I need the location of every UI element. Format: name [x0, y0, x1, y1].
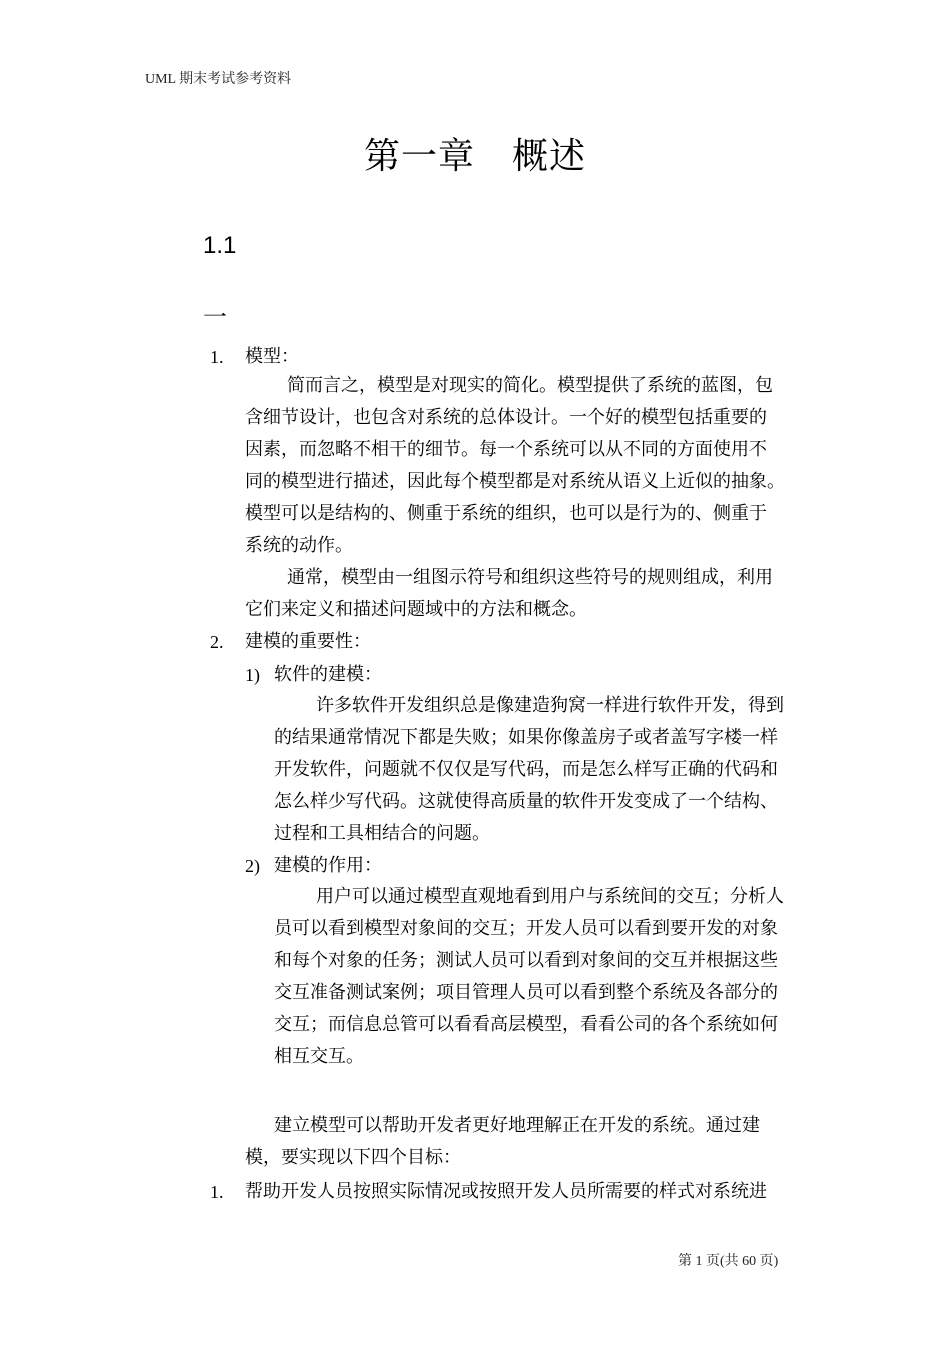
chapter-title: 第一章 概述	[363, 136, 586, 177]
paragraph-line: 开发软件，问题就不仅仅是写代码，而是怎么样写正确的代码和	[274, 759, 778, 780]
item-1-number: 1.	[210, 347, 224, 367]
paragraph-line: 简而言之，模型是对现实的简化。模型提供了系统的蓝图，包	[287, 375, 773, 396]
paragraph-line: 含细节设计，也包含对系统的总体设计。一个好的模型包括重要的	[245, 407, 767, 428]
page-header: UML 期末考试参考资料	[145, 72, 292, 87]
goal-1-text: 帮助开发人员按照实际情况或按照开发人员所需要的样式对系统进	[245, 1181, 767, 1202]
paragraph-line: 许多软件开发组织总是像建造狗窝一样进行软件开发，得到	[316, 695, 784, 716]
paragraph-line: 过程和工具相结合的问题。	[274, 823, 490, 844]
paragraph-line: 和每个对象的任务；测试人员可以看到对象间的交互并根据这些	[274, 950, 778, 971]
section-number: 1.1	[203, 232, 237, 259]
sub-1-number: 1)	[245, 665, 260, 685]
paragraph-line: 模型可以是结构的、侧重于系统的组织，也可以是行为的、侧重于	[245, 503, 767, 524]
paragraph-line: 模，要实现以下四个目标：	[245, 1147, 461, 1168]
paragraph-line: 的结果通常情况下都是失败；如果你像盖房子或者盖写字楼一样	[274, 727, 778, 748]
page-footer: 第 1 页(共 60 页)	[678, 1254, 779, 1269]
sub-2-number: 2)	[245, 856, 260, 876]
item-2-number: 2.	[210, 632, 224, 652]
paragraph-line: 同的模型进行描述，因此每个模型都是对系统从语义上近似的抽象。	[245, 471, 785, 492]
paragraph-line: 系统的动作。	[245, 535, 353, 556]
paragraph-line: 通常，模型由一组图示符号和组织这些符号的规则组成，利用	[287, 567, 773, 588]
sub-2-label: 建模的作用：	[274, 855, 382, 876]
sub-1-label: 软件的建模：	[274, 664, 382, 685]
goal-1-number: 1.	[210, 1182, 224, 1202]
item-2-label: 建模的重要性：	[245, 631, 371, 652]
item-1-label: 模型：	[245, 346, 299, 367]
section-subtitle: 一	[203, 304, 227, 331]
paragraph-line: 它们来定义和描述问题域中的方法和概念。	[245, 599, 587, 620]
paragraph-line: 相互交互。	[274, 1046, 364, 1067]
paragraph-line: 交互；而信息总管可以看看高层模型，看看公司的各个系统如何	[274, 1014, 778, 1035]
paragraph-line: 用户可以通过模型直观地看到用户与系统间的交互；分析人	[316, 886, 784, 907]
paragraph-line: 因素，而忽略不相干的细节。每一个系统可以从不同的方面使用不	[245, 439, 767, 460]
paragraph-line: 员可以看到模型对象间的交互；开发人员可以看到要开发的对象	[274, 918, 778, 939]
paragraph-line: 建立模型可以帮助开发者更好地理解正在开发的系统。通过建	[274, 1115, 760, 1136]
paragraph-line: 交互准备测试案例；项目管理人员可以看到整个系统及各部分的	[274, 982, 778, 1003]
paragraph-line: 怎么样少写代码。这就使得高质量的软件开发变成了一个结构、	[274, 791, 778, 812]
